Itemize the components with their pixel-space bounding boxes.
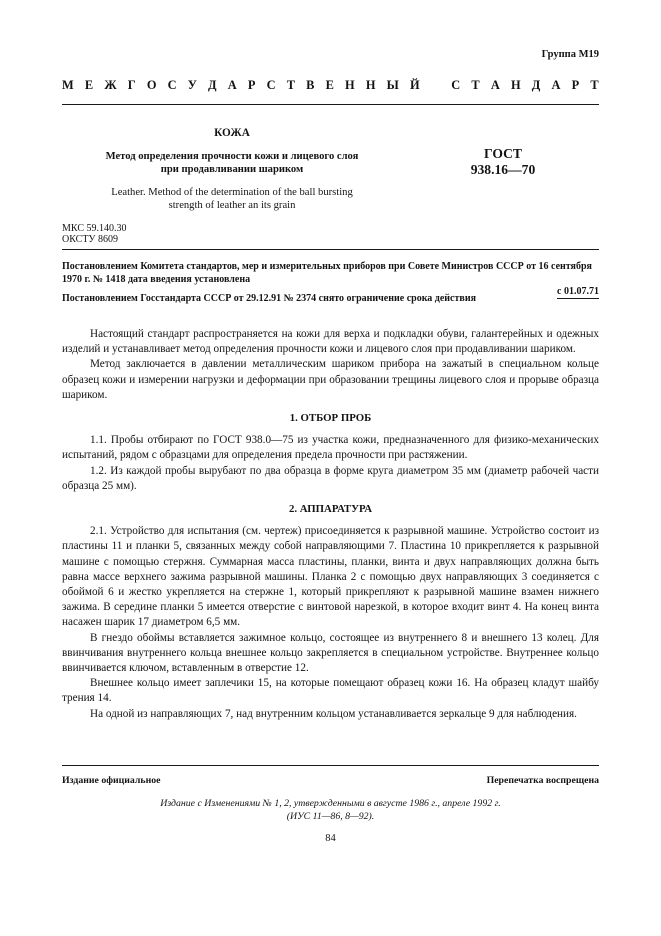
okstu-code: ОКСТУ 8609 [62,234,119,245]
banner-letter: В [306,78,315,92]
banner-letter: Н [345,78,355,92]
banner-letter: А [227,78,237,92]
banner-letter: Р [571,78,580,92]
decree-restriction: Постановлением Госстандарта СССР от 29.12.91 № 2374 снято ограничение срока действия [62,293,476,304]
banner-letter: Т [590,78,599,92]
title-english-line: strength of leather an its grain [168,200,296,211]
reprint-prohibited-label: Перепечатка воспрещена [486,775,599,786]
intro-paragraph: Метод заключается в давлении металлическим шариком прибора на зажатый в специальном кольце образец кожи и измерении нагрузки и деформации при образовании трещины лицевого слоя и прорыве образца шариком. [62,358,599,401]
gost-label: ГОСТ [484,146,522,161]
banner-letter: Д [531,78,541,92]
banner-letter: Р [247,78,256,92]
decree-text [62,260,599,286]
section-heading: 1. ОТБОР ПРОБ [289,412,372,425]
banner-letter: Ж [104,78,117,92]
banner-letter: Н [365,78,376,92]
banner-letter: С [266,78,276,92]
banner-letter: Г [127,78,136,92]
header-divider [62,104,599,105]
title-russian-line: Метод определения прочности кожи и лицевого слоя [105,151,359,162]
section-paragraph: На одной из направляющих 7, над внутренним кольцом устанавливается зеркальце 9 для наблюдения. [90,707,577,720]
section-paragraph: 1.1. Пробы отбирают по ГОСТ 938.0—75 из участка кожи, предназначенного для физико-механических испытаний, рядом с образцами для определения предела прочности при растяжении. [62,434,599,462]
section-paragraph: 2.1. Устройство для испытания (см. чертеж) присоединяется к разрывной машине. Устройство состоит из пластины 11 и планки 5, связанных между собой направляющими 7. Пластина 10 прикрепляется к разрывной машине с помощью стержня. Суммарная масса пластины, планки, винта и двух направляющих должна быть равна массе верхнего зажима разрывной машины. Планка 2 с помощью двух направляющих 3 соединяется с обоймой 6 и жестко укрепляется на стержне 1, который прикрепляют к разрывной машине взамен нижнего зажима. В середине планки 5 имеется отверстие с винтовой нарезкой, в которое входит винт 4. На конец винта насажен шарик 17 диаметром 6,5 мм. [62,525,599,629]
amendments-line: (ИУС 11—86, 8—92). [286,811,375,822]
classification-codes [62,223,126,245]
interstate-standard-banner [62,78,599,93]
title-english-line: Leather. Method of the determination of the ball bursting [111,187,353,198]
banner-letter: Т [471,78,480,92]
title-russian-line: при продавливании шариком [160,164,304,175]
banner-letter: А [490,78,500,92]
decree-line: Постановлением Комитета стандартов, мер и измерительных приборов при Совете Министров СССР от 16 сентября [62,261,592,272]
document-body [62,327,599,722]
banner-letter: А [551,78,561,92]
amendments-line: Издание с Изменениями № 1, 2, утвержденными в августе 1986 г., апреле 1992 г. [160,798,501,809]
document-title: КОЖА [214,127,250,139]
intro-paragraph: Настоящий стандарт распространяется на кожи для верха и подкладки обуви, галантерейных и одежных изделий и устанавливает метод определения прочности кожи и лицевого слоя при продавливании шариком. [62,328,599,356]
group-label: Группа М19 [541,49,599,60]
footer-divider [62,765,599,766]
banner-letter: Е [84,78,94,92]
section-paragraph: Внешнее кольцо имеет заплечики 15, на которые помещают образец кожи 16. На образец кладут шайбу трения 14. [62,677,599,705]
mks-code: МКС 59.140.30 [62,223,127,234]
gost-code: 938.16—70 [470,162,536,177]
section-paragraph: В гнездо обоймы вставляется зажимное кольцо, состоящее из внутреннего 8 и внешнего 13 колец. Для ввинчивания внутреннего кольца внешнее кольцо закрепляется в специальном устройстве. Внутреннее кольцо ввинчивается ключом, вставленным в отверстие 12. [62,631,599,675]
banner-gap [431,78,440,93]
banner-letter: Н [510,78,521,92]
banner-letter: Е [325,78,334,92]
banner-letter: У [187,78,197,92]
section-heading: 2. АППАРАТУРА [288,503,373,516]
banner-letter: С [451,78,461,92]
banner-letter: С [167,78,177,92]
banner-letter: М [62,78,74,92]
banner-letter: Д [208,78,217,92]
effective-date: с 01.07.71 [557,286,599,297]
amendments-note [62,797,599,823]
banner-letter: Т [286,78,295,92]
banner-letter: Ы [386,78,399,92]
banner-letter: О [146,78,157,92]
title-english [62,186,402,212]
page-number: 84 [325,833,336,844]
section-paragraph: 1.2. Из каждой пробы вырубают по два образца в форме круга диаметром 35 мм (диаметр рабочей части образца 25 мм). [62,464,599,492]
banner-letter: Й [410,78,420,92]
official-edition-label: Издание официальное [62,775,161,786]
title-russian [62,150,402,176]
decree-line: 1970 г. № 1418 дата введения установлена [62,274,251,285]
gost-number [443,146,563,178]
codes-divider [62,249,599,250]
